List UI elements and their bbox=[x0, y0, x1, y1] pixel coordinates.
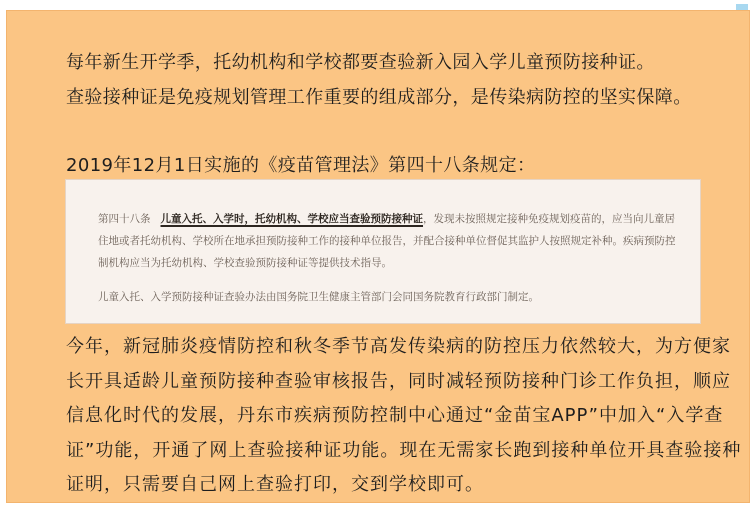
law-excerpt-second-paragraph: 儿童入托、入学预防接种证查验办法由国务院卫生健康主管部门会同国务院教育行政部门制定。 bbox=[98, 291, 539, 303]
paragraph-law-reference: 2019年12月1日实施的《疫苗管理法》第四十八条规定： bbox=[66, 155, 536, 176]
law-excerpt-image bbox=[65, 179, 701, 324]
paragraph-importance: 查验接种证是免疫规划管理工作重要的组成部分，是传染病防控的坚实保障。 bbox=[66, 87, 692, 108]
law-excerpt-article bbox=[98, 208, 678, 274]
article-panel bbox=[6, 10, 750, 503]
article-number: 第四十八条 bbox=[98, 213, 151, 225]
article-body-text: ，发现未按照规定接种免疫规划疫苗的，应当向儿童居住地或者托幼机构、学校所在地承担预防接种工作的接种单位报告，并配合接种单位督促其监护人按照规定补种。疾病预防控制机构应当为托幼机构、学校查验预防接种证等提供技术指导。 bbox=[98, 213, 676, 269]
paragraph-announcement: 今年，新冠肺炎疫情防控和秋冬季节高发传染病的防控压力依然较大，为方便家长开具适龄儿童预防接种查验审核报告，同时减轻预防接种门诊工作负担，顺应信息化时代的发展，丹东市疾病预防控制中心通过“金苗宝APP”中加入“入学查证”功能，开通了网上查验接种证功能。现在无需家长跑到接种单位开具查验接种证明，只需要自己网上查验打印，交到学校即可。 bbox=[66, 336, 742, 495]
paragraph-intro: 每年新生开学季，托幼机构和学校都要查验新入园入学儿童预防接种证。 bbox=[66, 52, 655, 73]
article-underlined-text: 儿童入托、入学时，托幼机构、学校应当查验预防接种证 bbox=[160, 213, 424, 225]
